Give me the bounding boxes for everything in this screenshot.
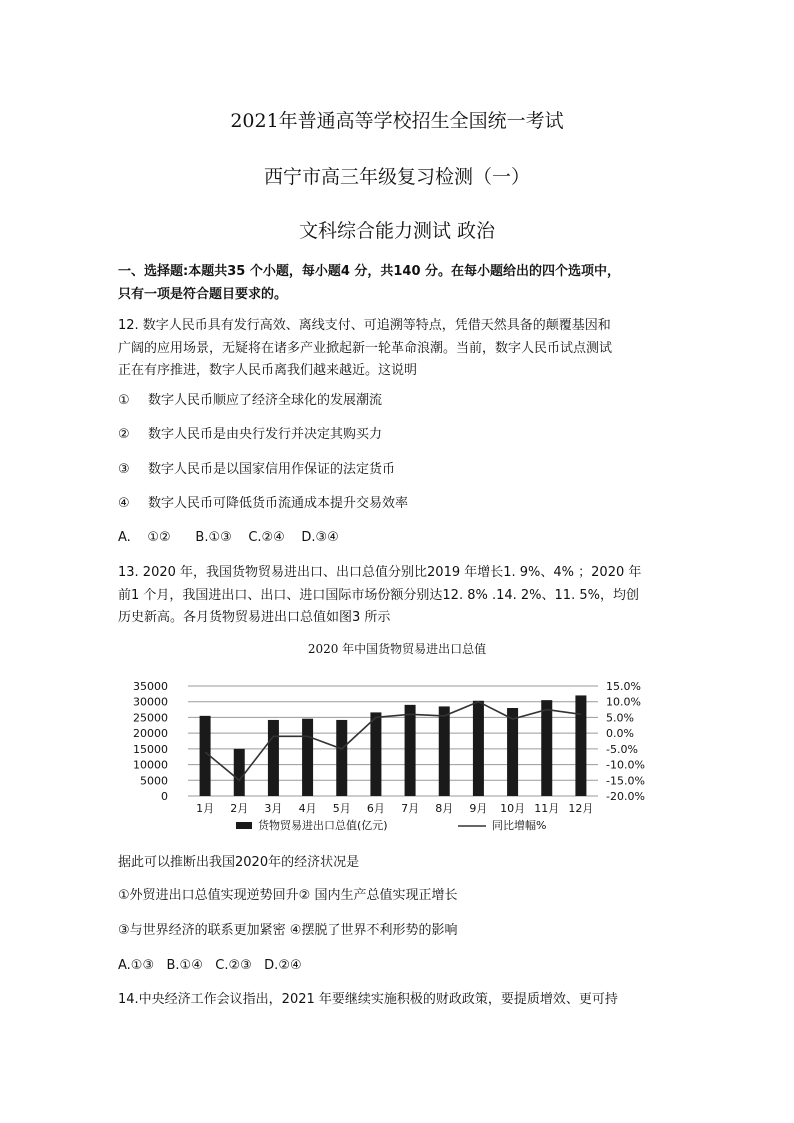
bar: [575, 695, 586, 796]
q13-inference: 据此可以推断出我国2020年的经济状况是: [118, 855, 360, 870]
option-number: ①: [118, 393, 130, 408]
y-left-tick-label: 25000: [133, 711, 168, 725]
q13-options-line: ③与世界经济的联系更加紧密 ④摆脱了世界不利形势的影响: [118, 923, 458, 938]
option-text: 数字人民币顺应了经济全球化的发展潮流: [148, 393, 383, 408]
q12-option-3: [118, 460, 395, 480]
y-right-tick-label: 5.0%: [606, 711, 634, 725]
q13-choices: A.①③ B.①④ C.②③ D.②④: [118, 958, 302, 973]
stem-line: 正在有序推进，数字人民币离我们越来越近。这说明: [118, 363, 418, 378]
bar: [268, 720, 279, 796]
trade-chart: [118, 632, 678, 840]
option-text: 数字人民币可降低货币流通成本提升交易效率: [148, 496, 409, 511]
bar: [405, 705, 416, 796]
y-right-tick-label: -20.0%: [606, 790, 645, 803]
q12-choices: A. ①② B.①③ C.②④ D.③④: [118, 530, 339, 545]
y-right-tick-label: 15.0%: [606, 680, 641, 693]
x-tick-label: 3月: [264, 802, 283, 815]
exam-title: 2021年普通高等学校招生全国统一考试: [230, 110, 564, 132]
chart-title: 2020 年中国货物贸易进出口总值: [307, 642, 487, 656]
stem-line: 13. 2020 年，我国货物贸易进出口、出口总值分别比2019 年增长1. 9%、4% ；2020 年: [118, 565, 642, 580]
subject-title: 文科综合能力测试 政治: [298, 220, 496, 242]
option-text: 数字人民币是以国家信用作保证的法定货币: [148, 462, 396, 477]
question-14-stem: 14.中央经济工作会议指出，2021 年要继续实施积极的财政政策，要提质增效、更可持: [118, 992, 618, 1007]
y-right-tick-label: 10.0%: [606, 695, 641, 709]
x-tick-label: 6月: [366, 802, 385, 815]
x-tick-label: 8月: [435, 802, 454, 815]
growth-line: [205, 702, 581, 781]
y-right-tick-label: -10.0%: [606, 758, 645, 772]
x-tick-label: 11月: [534, 802, 560, 815]
stem-line: 历史新高。各月货物贸易进出口总值如图3 所示: [118, 610, 391, 625]
x-tick-label: 1月: [196, 802, 215, 815]
x-tick-label: 9月: [469, 802, 488, 815]
y-left-tick-label: 0: [161, 790, 168, 803]
bar: [302, 719, 313, 796]
bar: [541, 700, 552, 796]
y-left-tick-label: 5000: [140, 774, 168, 788]
bar: [439, 706, 450, 796]
option-text: 数字人民币是由央行发行并决定其购买力: [148, 427, 383, 442]
legend-line-label: 同比增幅%: [492, 819, 547, 832]
question-13-stem: [118, 562, 686, 630]
section-heading: [118, 260, 686, 306]
legend-bar-swatch: [236, 822, 252, 829]
y-right-tick-label: -15.0%: [606, 774, 645, 788]
stem-line: 广阔的应用场景，无疑将在诸多产业掀起新一轮革命浪潮。当前，数字人民币试点测试: [118, 340, 613, 356]
y-right-tick-label: 0.0%: [606, 727, 634, 741]
x-tick-label: 10月: [500, 802, 526, 815]
q12-option-2: [118, 425, 382, 445]
q12-option-4: [118, 494, 408, 514]
q13-options-line: ①外贸进出口总值实现逆势回升② 国内生产总值实现正增长: [118, 888, 458, 903]
option-number: ②: [118, 427, 130, 442]
bar: [473, 701, 484, 796]
x-tick-label: 4月: [298, 802, 317, 815]
question-12-stem: [118, 315, 686, 383]
bar: [370, 712, 381, 796]
q12-option-1: [118, 391, 382, 411]
x-tick-label: 12月: [568, 802, 594, 815]
exam-subtitle: 西宁市高三年级复习检测（一）: [263, 166, 530, 188]
bar: [507, 708, 518, 796]
section-heading-line: 一、选择题:本题共35 个小题，每小题4 分，共140 分。在每小题给出的四个选项中，: [118, 264, 621, 279]
option-number: ④: [118, 496, 130, 511]
section-heading-line: 只有一项是符合题目要求的。: [118, 287, 288, 302]
stem-line: 12. 数字人民币具有发行高效、离线支付、可追溯等特点，凭借天然具备的颠覆基因和: [118, 318, 611, 333]
x-tick-label: 2月: [230, 802, 249, 815]
bar: [336, 720, 347, 796]
y-left-tick-label: 20000: [133, 727, 168, 741]
legend-bar-label: 货物贸易进出口总值(亿元): [258, 819, 388, 832]
option-number: ③: [118, 462, 130, 477]
x-tick-label: 7月: [401, 802, 420, 815]
x-tick-label: 5月: [332, 802, 351, 815]
stem-line: 前1 个月，我国进出口、出口、进口国际市场份额分别达12. 8% .14. 2%、11. 5%，均创: [118, 587, 639, 603]
y-right-tick-label: -5.0%: [606, 742, 638, 756]
y-left-tick-label: 10000: [133, 758, 168, 772]
y-left-tick-label: 30000: [133, 695, 168, 709]
y-left-tick-label: 35000: [133, 680, 168, 693]
bar: [234, 749, 245, 796]
y-left-tick-label: 15000: [133, 742, 168, 756]
